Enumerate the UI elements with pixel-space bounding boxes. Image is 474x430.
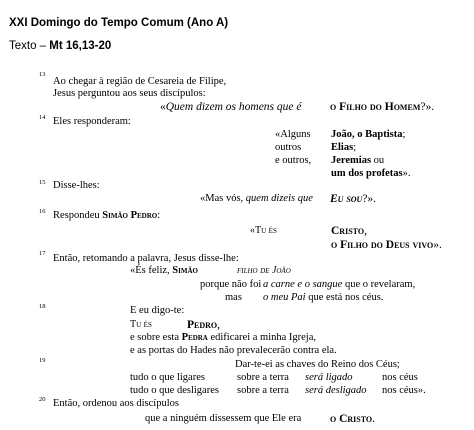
verse-number: 18 — [39, 303, 46, 310]
response-left: «Alguns — [275, 129, 311, 140]
blessing-line: porque não foi — [200, 279, 262, 290]
response-right: Elias; — [331, 142, 357, 153]
binding-cell: será desligado — [305, 385, 367, 396]
binding-cell: sobre a terra — [237, 385, 289, 396]
response-left: outros — [275, 142, 302, 153]
verse-number: 16 — [39, 208, 46, 215]
page-title: XXI Domingo do Tempo Comum (Ano A) — [9, 17, 229, 29]
answer-line: Eu sou?». — [330, 193, 377, 205]
response-right: um dos profetas». — [331, 168, 411, 179]
verse-line: Então, ordenou aos discípulos — [53, 398, 179, 409]
blessing-line: «És feliz, Simão — [130, 265, 198, 276]
verse-line: Jesus perguntou aos seus discípulos: — [53, 88, 206, 99]
binding-cell: nos céus — [382, 372, 418, 383]
answer-line: o Filho do Homem?». — [330, 101, 435, 113]
response-right: Jeremias ou — [331, 155, 385, 166]
blessing-line: o meu Pai que está nos céus. — [263, 292, 384, 303]
binding-cell: sobre a terra — [237, 372, 289, 383]
verse-line: Respondeu Simão Pedro: — [53, 210, 161, 221]
binding-cell: será ligado — [305, 372, 353, 383]
verse-line: e as portas do Hades não prevalecerão contra ela. — [130, 345, 337, 356]
jesus-question: «Quem dizem os homens que é — [160, 101, 302, 113]
response-right: João, o Baptista; — [331, 129, 406, 140]
verse-number: 13 — [39, 71, 46, 78]
bible-reference: Mt 16,13-20 — [49, 40, 112, 52]
verse-number: 14 — [39, 114, 46, 121]
verse-line: E eu digo-te: — [130, 305, 185, 316]
tu-es: «Tu és — [250, 225, 277, 236]
verse-number: 15 — [39, 179, 46, 186]
verse-line: que a ninguém dissessem que Ele era — [145, 413, 302, 424]
final-answer: o Cristo. — [330, 413, 376, 425]
text-reference — [9, 41, 111, 53]
verse-line: Então, retomando a palavra, Jesus disse-lhe: — [53, 253, 239, 264]
text-prefix: Texto – — [9, 40, 50, 52]
jesus-question: «Mas vós, quem dizeis que — [200, 193, 313, 204]
filho-de-joao: filho de João — [237, 265, 291, 276]
verse-line: Ao chegar à região de Cesareia de Filipe, — [53, 76, 227, 87]
verse-number: 19 — [39, 357, 46, 364]
binding-cell: tudo o que desligares — [130, 385, 219, 396]
pedro-line: Pedro, — [187, 319, 221, 331]
binding-cell: nos céus». — [382, 385, 426, 396]
blessing-line: a carne e o sangue que o revelaram, — [263, 279, 416, 290]
verse-number: 20 — [39, 396, 46, 403]
verse-number: 17 — [39, 250, 46, 257]
verse-line: Disse-lhes: — [53, 180, 100, 191]
confession-line: Cristo, — [331, 225, 367, 237]
tu-es: Tu és — [130, 319, 152, 330]
response-left: e outros, — [275, 155, 312, 166]
binding-cell: tudo o que ligares — [130, 372, 205, 383]
confession-line: o Filho do Deus vivo». — [331, 239, 442, 251]
verse-line: Eles responderam: — [53, 116, 131, 127]
verse-line: Dar-te-ei as chaves do Reino dos Céus; — [235, 359, 400, 370]
blessing-line: mas — [225, 292, 242, 303]
verse-line: e sobre esta Pedra edificarei a minha Igreja, — [130, 332, 317, 343]
